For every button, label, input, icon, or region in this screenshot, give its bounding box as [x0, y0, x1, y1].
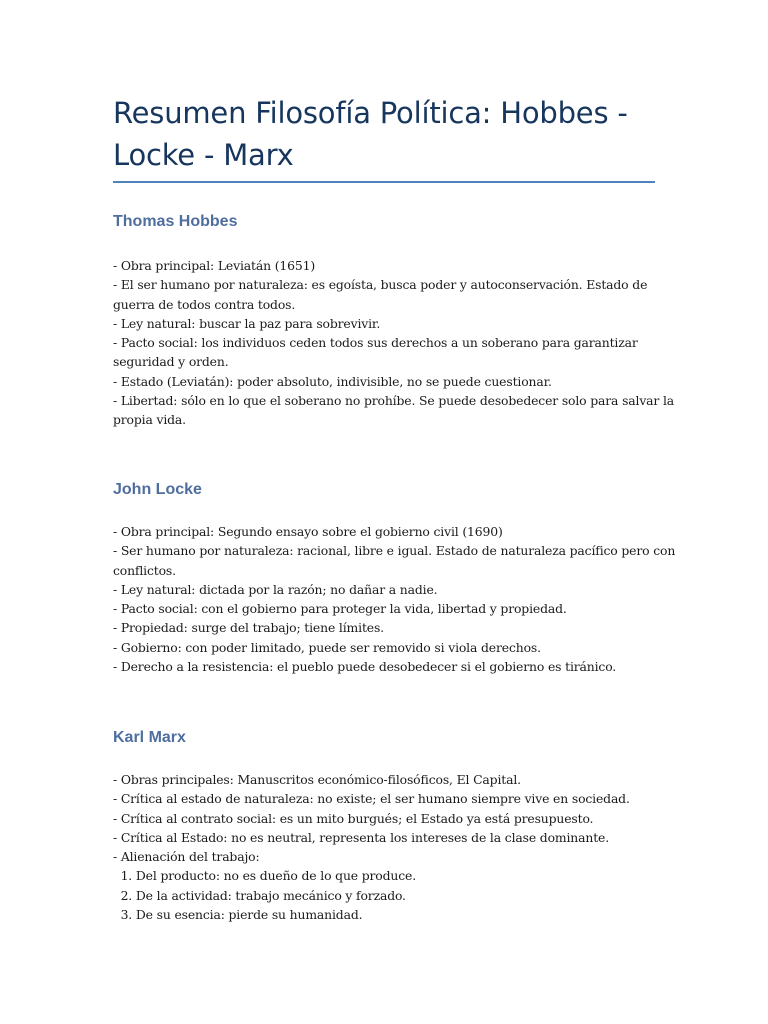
text-line: - Estado (Leviatán): poder absoluto, indivisible, no se puede cuestionar. — [113, 373, 552, 389]
section-heading-locke: John Locke — [113, 481, 202, 498]
document-title-line-2: Locke - Marx — [113, 138, 294, 172]
text-line: propia vida. — [113, 412, 186, 428]
text-line: - Pacto social: con el gobierno para proteger la vida, libertad y propiedad. — [113, 601, 567, 617]
text-line: 2. De la actividad: trabajo mecánico y forzado. — [113, 887, 406, 903]
text-line: 1. Del producto: no es dueño de lo que produce. — [113, 868, 416, 884]
text-line: - El ser humano por naturaleza: es egoísta, busca poder y autoconservación. Estado de — [113, 277, 648, 293]
section-body-locke — [113, 522, 675, 676]
text-line: - Crítica al estado de naturaleza: no existe; el ser humano siempre vive en sociedad. — [113, 791, 630, 807]
text-line: - Obra principal: Segundo ensayo sobre el gobierno civil (1690) — [113, 524, 503, 539]
section-body-hobbes — [113, 256, 674, 430]
text-line: - Obras principales: Manuscritos económico-filosóficos, El Capital. — [113, 772, 521, 787]
text-line: - Alienación del trabajo: — [113, 849, 260, 865]
text-line: 3. De su esencia: pierde su humanidad. — [113, 907, 363, 923]
text-line: - Propiedad: surge del trabajo; tiene límites. — [113, 620, 384, 636]
section-heading-hobbes: Thomas Hobbes — [113, 213, 238, 230]
section-body-marx — [113, 770, 630, 924]
text-line: - Obra principal: Leviatán (1651) — [113, 258, 316, 273]
document-page — [113, 92, 676, 923]
text-line: - Crítica al contrato social: es un mito burgués; el Estado ya está presupuesto. — [113, 810, 594, 826]
text-line: seguridad y orden. — [113, 354, 229, 370]
title-underline-rule — [113, 181, 655, 183]
text-line: - Pacto social: los individuos ceden todos sus derechos a un soberano para garantizar — [113, 335, 638, 351]
text-line: - Gobierno: con poder limitado, puede ser removido si viola derechos. — [113, 639, 541, 655]
document-title — [113, 92, 655, 176]
text-line: - Ley natural: buscar la paz para sobrevivir. — [113, 315, 381, 331]
text-line: - Ley natural: dictada por la razón; no dañar a nadie. — [113, 581, 438, 597]
text-line: - Derecho a la resistencia: el pueblo puede desobedecer si el gobierno es tiránico. — [113, 659, 617, 675]
text-line: - Ser humano por naturaleza: racional, libre e igual. Estado de naturaleza pacífico pero con — [113, 543, 676, 559]
text-line: - Crítica al Estado: no es neutral, representa los intereses de la clase dominante. — [113, 829, 609, 845]
section-heading-marx: Karl Marx — [113, 729, 186, 746]
text-line: conflictos. — [113, 562, 176, 578]
document-title-line-1: Resumen Filosofía Política: Hobbes - — [113, 96, 628, 130]
text-line: - Libertad: sólo en lo que el soberano no prohíbe. Se puede desobedecer solo para salvar la — [113, 393, 675, 409]
text-line: guerra de todos contra todos. — [113, 296, 296, 312]
